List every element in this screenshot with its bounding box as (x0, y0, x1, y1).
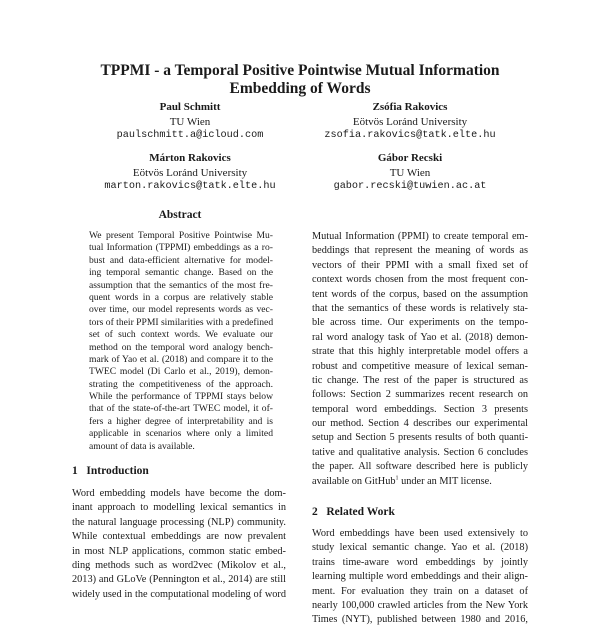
author-email: marton.rakovics@tatk.elte.hu (104, 181, 276, 192)
text-line: setup and Section 5 presents results of both quanti- (312, 432, 528, 444)
right-column-last-line: available on GitHub$^1$ under an MIT license. (312, 475, 492, 487)
related-work-body (312, 527, 528, 628)
text-line: bust and data-efficient alternative for model- (89, 254, 273, 266)
author-block: Paul Schmitt TU Wien paulschmitt.a@icloud.com (80, 100, 300, 144)
text-line: trains time-aware word embeddings by jointly (312, 556, 528, 568)
text-line: amount of data is available. (89, 440, 195, 452)
text-line: Word embeddings have been used extensively to (312, 528, 528, 539)
text-line: ral word analogy task of Yao et al. (2018) demon- (312, 331, 528, 343)
text-line: set of such context words. We evaluate our (89, 329, 273, 341)
text-line: widely used in the computational modeling of word (72, 588, 286, 600)
text-line: 2013) and GLoVe (Pennington et al., 2014) are still (72, 574, 286, 586)
text-line: Word embedding models have become the dom- (72, 488, 286, 499)
text-line: nearly 100,000 crawled articles from the New York (312, 599, 528, 611)
text-line: over time, our model represents words as vec- (89, 304, 273, 316)
text-line: that of the state-of-the-art TWEC model, it of- (89, 403, 273, 415)
section-heading-introduction: 1 Introduction (72, 465, 149, 477)
text-line: our method. Section 4 describes our experimental (312, 418, 528, 430)
text-line: applicable in scenarios where only a limited (89, 428, 273, 440)
text-line: inant approach to modelling lexical semantics in (72, 502, 286, 514)
section-heading-related-work: 2 Related Work (312, 506, 395, 518)
text-line: fers a higher degree of interpretability and is (89, 415, 273, 427)
text-line: assumption that the semantics of the most fre- (89, 279, 273, 291)
text-line: context words chosen from the most frequent con- (312, 274, 528, 286)
text-line: Mutual Information (PPMI) to create temporal em- (312, 231, 528, 242)
text-line: the paper. All software described here is publicly (312, 461, 528, 473)
text-line: that the semantics of these words is relatively sta- (312, 302, 528, 314)
text-line: Times (NYT), published between 1980 and 2016, (312, 614, 528, 626)
author-block: Márton Rakovics Eötvös Loránd University marton.rakovics@tatk.elte.hu (80, 151, 300, 195)
author-block: Gábor Recski TU Wien gabor.recski@tuwien.ac.at (300, 151, 520, 195)
footnote-mark: 1 (395, 475, 399, 482)
text-line: tative and qualitative analysis. Section 6 concludes (312, 446, 528, 458)
text-line: ing temporal semantic change. Based on the (89, 267, 273, 279)
text-line: follows: Section 2 summarizes recent research on (312, 389, 528, 401)
author-block: Zsófia Rakovics Eötvös Loránd University zsofia.rakovics@tatk.elte.hu (300, 100, 520, 144)
abstract-heading: Abstract (158, 209, 202, 221)
text-line: tic change. The rest of the paper is structured as (312, 374, 528, 386)
author-email: paulschmitt.a@icloud.com (116, 130, 264, 141)
text-line: learning multiple word embeddings and their align- (312, 571, 528, 583)
text-line: in most NLP applications, common static embed- (72, 545, 286, 557)
text-line: ment. For evaluation they train on a dataset of (312, 585, 528, 597)
text-line: strating the competitiveness of the approach. (89, 378, 273, 390)
text-line: the natural language processing (NLP) community. (72, 516, 286, 528)
right-column-body (312, 230, 528, 475)
abstract-body (89, 230, 273, 453)
text-line: method on the temporal word analogy bench- (89, 341, 273, 353)
text-line: quent words in a corpus are relatively stable (89, 291, 273, 303)
text-line: vectors of their PPMI with a small fixed set of (312, 259, 528, 271)
text-line: study lexical semantic change. Yao et al. (2018) (312, 542, 528, 554)
text-line: beddings that represent the meaning of words as (312, 245, 528, 257)
author-email: gabor.recski@tuwien.ac.at (333, 181, 487, 192)
text-line: ble across time. Our experiments on the tempo- (312, 317, 528, 329)
text-line: temporal word embeddings. Section 3 presents (312, 403, 528, 415)
text-line: ding methods such as word2vec (Mikolov et al., (72, 559, 286, 571)
author-email: zsofia.rakovics@tatk.elte.hu (324, 130, 496, 141)
text-line: tors of their PPMI similarities with a predefined (89, 316, 273, 328)
text-line: TWEC model (Di Carlo et al., 2019), demon- (89, 366, 273, 378)
introduction-body (72, 487, 286, 602)
text-line: While the performance of TPPMI stays below (89, 391, 273, 403)
text-line: tent words of the corpus, based on the assumption (312, 288, 528, 300)
paper-title: TPPMI - a Temporal Positive Pointwise Mutual Information Embedding of Words (100, 62, 500, 97)
text-line: robust and competitive measure of lexical seman- (312, 360, 528, 372)
text-line: While contextual embeddings are now prevalent (72, 531, 286, 543)
text-line: We present Temporal Positive Pointwise Mu- (89, 230, 273, 241)
text-line: strate that this highly interpretable model offers a (312, 346, 528, 358)
text-line: mark of Yao et al. (2018) and compare it to the (89, 353, 273, 365)
text-line: tual Information (TPPMI) embeddings as a ro- (89, 242, 273, 254)
